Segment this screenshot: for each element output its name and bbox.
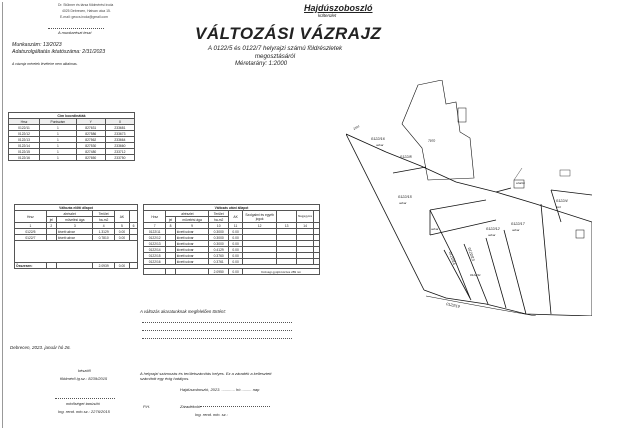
ak-cell: 0.00: [229, 241, 243, 247]
column-number: 3: [56, 223, 93, 229]
area-cell: 0.3000: [209, 229, 229, 235]
road-edge: [426, 296, 536, 316]
coordinates-table: [8, 112, 135, 161]
west-boundary: [346, 134, 424, 290]
parcel-label: 0122/12: [486, 227, 500, 231]
parcel-label: 0122/8: [400, 155, 412, 159]
coord-cell: 0122/14: [9, 143, 40, 149]
scale-label: Méretarány: 1:2000: [235, 61, 288, 67]
signature-line: [200, 406, 270, 407]
coord-cell: 233660: [105, 143, 134, 149]
signature-line: [142, 330, 292, 331]
leader-line: [514, 168, 522, 180]
hrsz-cell: 0122/5: [15, 229, 47, 235]
column-number: 11: [229, 223, 243, 229]
hrsz-cell: 0122/11: [144, 229, 166, 235]
signature-line: [142, 338, 292, 339]
parcel-usage: udvar: [376, 143, 384, 147]
parcel-line: [430, 200, 486, 210]
coord-cell: 827631: [76, 125, 105, 131]
total-ak: 0.00: [229, 269, 243, 275]
signature-line: [142, 322, 292, 323]
after-title: Változás utáni állapot: [144, 205, 320, 211]
firm-email: E-mail: geocs.iroda@gmail.com: [60, 15, 108, 19]
col-header: ha-m2: [209, 217, 229, 223]
coord-cell: 1: [40, 155, 77, 161]
col-spacer: [277, 211, 297, 223]
column-number: 6: [130, 223, 138, 229]
parcel-label: 0122/14: [448, 251, 457, 266]
coord-cell: 0122/13: [9, 137, 40, 143]
page-left-edge: [2, 2, 3, 428]
coord-cell: 827586: [76, 131, 105, 137]
sealed-caption: A munkarészt ieszi: [58, 30, 92, 35]
total-ak: 0.00: [114, 263, 129, 269]
column-number: 9: [175, 223, 209, 229]
signature-line: [48, 28, 104, 29]
hrsz-cell: 0122/13: [144, 241, 166, 247]
col-header: jel: [166, 217, 175, 223]
before-state-table: [14, 204, 138, 269]
coord-cell: 233664: [105, 137, 134, 143]
coord-cell: 1: [40, 143, 77, 149]
col-header: jel: [46, 217, 56, 223]
outbuilding: [576, 230, 584, 238]
col-header: ha-m2: [93, 217, 114, 223]
column-number: 1: [15, 223, 47, 229]
total-note: Közvégi gyújtő körzés 289 nm: [243, 269, 320, 275]
col-header: művelési ága: [175, 217, 209, 223]
coordinates-title: Cím koordináták: [9, 113, 135, 119]
coord-cell: 827480: [76, 149, 105, 155]
parcel-line: [486, 238, 506, 308]
outbuilding: [458, 108, 466, 122]
parcel-usage: udvar: [399, 201, 407, 205]
coord-header: X: [105, 119, 134, 125]
ak-cell: 0.00: [229, 253, 243, 259]
usage-cell: kivett udvar: [175, 247, 209, 253]
main-title: VÁLTOZÁSI VÁZRAJZ: [195, 24, 382, 43]
ak-cell: 0.00: [229, 259, 243, 265]
ak-cell: 0.00: [229, 235, 243, 241]
coord-cell: 1: [40, 149, 77, 155]
signature-line: [55, 398, 115, 399]
col-group: Terület: [93, 211, 114, 217]
parcel-label: 0122/13: [467, 247, 476, 262]
parcel-line: [504, 230, 526, 314]
parcel-label: 0122/15: [398, 195, 412, 199]
column-number: 12: [243, 223, 277, 229]
firm-name: Dr. Stübner és társa földmérési iroda: [58, 3, 114, 7]
col-spacer: [130, 211, 138, 223]
column-number: 14: [297, 223, 314, 229]
coord-header: Y: [76, 119, 105, 125]
coord-cell: 0122/16: [9, 155, 40, 161]
area-cell: 0.3000: [209, 241, 229, 247]
col-group: alrészlet: [166, 211, 209, 217]
area-cell: 0.4129: [209, 247, 229, 253]
zaradekolo-id: Ing. rend. min. sz.:: [195, 412, 228, 417]
usage-cell: kivett udvar: [175, 259, 209, 265]
column-number: 2: [46, 223, 56, 229]
usage-cell: kivett udvar: [175, 235, 209, 241]
usage-cell: kivett udvar: [175, 253, 209, 259]
column-number: 5: [114, 223, 129, 229]
date-line: Debrecen, 2023. január hó 26.: [10, 345, 71, 350]
title-description: A 0122/5 és 0122/7 helyrajzi számú földrészletek megosztásáról: [207, 45, 343, 60]
ak-cell: 0.00: [229, 247, 243, 253]
col-group: AK: [229, 211, 243, 223]
area-cell: 1.3129: [93, 229, 114, 235]
street-label: 2101: [352, 124, 361, 131]
parcel-usage: udvar: [488, 233, 496, 237]
col-spacer: [314, 211, 320, 223]
checker-id: Ing. rend. min.sz.: 2276/2015: [58, 409, 110, 414]
col-group: Szolgalmi és egyéb jogok: [243, 211, 277, 223]
after-state-table: [143, 204, 320, 275]
coord-cell: 233750: [105, 155, 134, 161]
before-title: Változás előtti állapot: [15, 205, 138, 211]
parcel-label: 0122/11: [470, 273, 481, 277]
column-number: 13: [277, 223, 297, 229]
adatszolgaltatas: Adatszolgáltatás iktatószáma: 2/31/2023: [12, 49, 106, 55]
col-group: Megjegyzés: [297, 211, 314, 223]
parcel-line: [496, 188, 511, 192]
parcel-line: [393, 167, 426, 173]
building-outline: [402, 80, 474, 180]
parcel-usage: kert: [556, 205, 562, 209]
parcel-map: [346, 80, 592, 316]
coord-cell: 827650: [76, 155, 105, 161]
total-area: 2.0950: [209, 269, 229, 275]
area-cell: 0.3761: [209, 259, 229, 265]
road-label: 0122/19: [445, 302, 461, 309]
area-cell: 0.3760: [209, 253, 229, 259]
column-number: 7: [144, 223, 166, 229]
coord-cell: 0122/15: [9, 149, 40, 155]
area-cell: 0.3000: [209, 235, 229, 241]
coord-cell: 233681: [105, 125, 134, 131]
hatarozat-text: A helyrajzi számozás és területszámítás helyes. Ez a záradék a kellesztett számított egy évig hatályos.: [140, 371, 272, 382]
coord-cell: 1: [40, 131, 77, 137]
col-group: Terület: [209, 211, 229, 217]
blank-rows: [15, 241, 138, 263]
hrsz-cell: 0122/16: [144, 259, 166, 265]
parcel-usage: udvar: [431, 227, 439, 231]
parcel-line: [551, 190, 592, 195]
scale-note: A vázrajz méretek lévéleíre nem alkalmas.: [12, 62, 78, 66]
total-label: Összesen:: [15, 263, 47, 269]
city-title: Hajdúszoboszló: [304, 3, 373, 13]
parcel-label: 0122/4: [556, 199, 568, 203]
prepared-label: készítő: [78, 368, 91, 373]
parcel-usage: szántó: [516, 181, 525, 185]
place-date: Hajdúszoboszló, 2023. ............ hó ......... nap: [180, 387, 260, 392]
coord-cell: 1: [40, 137, 77, 143]
usage-cell: kivett udvar: [175, 229, 209, 235]
munkaszam: Munkaszám: 13/2023: [12, 42, 62, 48]
parcel-line: [444, 250, 471, 300]
ph-label: P.H.: [143, 404, 151, 409]
usage-cell: kivett udvar: [56, 235, 93, 241]
outbuilding: [560, 170, 570, 176]
hrsz-cell: 0122/12: [144, 235, 166, 241]
usage-cell: kivett udvar: [175, 241, 209, 247]
surveyor-id: földmérő ig.sz.: 8239/2015: [60, 376, 108, 381]
coord-row: [9, 155, 135, 161]
area-subtitle: külterület: [318, 13, 337, 18]
usage-cell: kivett udvar: [56, 229, 93, 235]
coord-cell: 827562: [76, 137, 105, 143]
ak-cell: 0.00: [114, 229, 129, 235]
hrsz-cell: 0122/7: [15, 235, 47, 241]
total-area: 2.0939: [93, 263, 114, 269]
parcel-usage: udvar: [512, 228, 520, 232]
coord-cell: 233712: [105, 149, 134, 155]
coord-cell: 827530: [76, 143, 105, 149]
coord-header: Pontszám: [40, 119, 77, 125]
checked-label: minőséget tanúsító: [66, 401, 100, 406]
hrsz-cell: 0122/14: [144, 247, 166, 253]
col-header: Hrsz: [144, 211, 166, 223]
building-number: 7970: [428, 139, 436, 143]
col-group: alrészlet: [46, 211, 93, 217]
column-number: 8: [166, 223, 175, 229]
area-cell: 0.7810: [93, 235, 114, 241]
col-header: Hrsz: [15, 211, 47, 223]
ak-cell: 0.00: [229, 229, 243, 235]
parcel-label: 0122/17: [511, 222, 525, 226]
column-number: 4: [93, 223, 114, 229]
column-number: 10: [209, 223, 229, 229]
coord-cell: 0122/11: [9, 125, 40, 131]
parcel-label: 0122/16: [371, 137, 385, 141]
zaradekolo-label: Záradékoló:: [180, 404, 202, 409]
coord-cell: 1: [40, 125, 77, 131]
change-statement: A változás akaratunknak megfelelően történt:: [140, 309, 226, 314]
coord-header: Hrsz: [9, 119, 40, 125]
coord-cell: 0122/12: [9, 131, 40, 137]
col-header: művelési ága: [56, 217, 93, 223]
parcel-line: [541, 204, 551, 314]
hrsz-cell: 0122/15: [144, 253, 166, 259]
ak-cell: 0.00: [114, 235, 129, 241]
col-group: AK: [114, 211, 129, 223]
firm-address: 4025 Debrecen, Hatvan utca 15.: [62, 9, 111, 13]
coord-cell: 233673: [105, 131, 134, 137]
